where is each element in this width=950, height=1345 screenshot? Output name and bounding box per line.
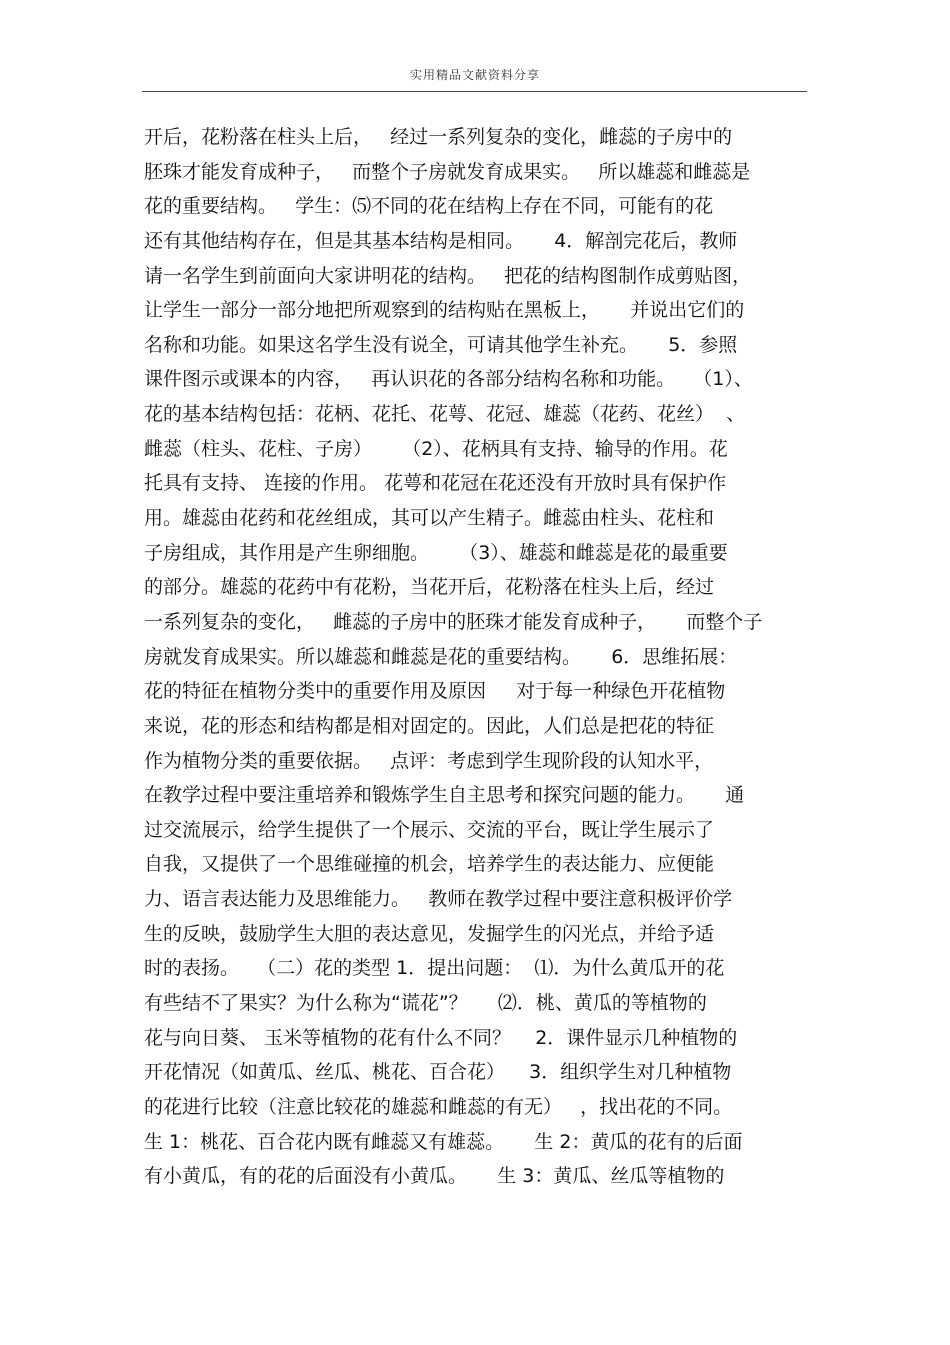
text-line: 生的反映，鼓励学生大胆的表达意见，发掘学生的闪光点，并给予适 [144, 922, 715, 945]
text-line: 房就发育成果实。所以雄蕊和雌蕊是花的重要结构。 6．思维拓展： [144, 645, 738, 668]
text-line: 一系列复杂的变化， 雌蕊的子房中的胚珠才能发育成种子， 而整个子 [144, 610, 763, 633]
page-header: 实用精品文献资料分享 [409, 68, 540, 82]
text-line: 请一名学生到前面向大家讲明花的结构。 把花的结构图制作成剪贴图， [144, 264, 752, 287]
text-line: 力、语言表达能力及思维能力。 教师在教学过程中要注意积极评价学 [144, 888, 733, 911]
text-line: 花与向日葵、 玉米等植物的花有什么不同？ 2．课件显示几种植物的 [144, 1026, 738, 1049]
text-line: 作为植物分类的重要依据。 点评：考虑到学生现阶段的认知水平， [144, 749, 714, 772]
text-line: 花的特征在植物分类中的重要作用及原因 对于每一种绿色开花植物 [144, 680, 726, 703]
text-line: 开花情况（如黄瓜、丝瓜、桃花、百合花） 3．组织学生对几种植物 [144, 1061, 732, 1084]
text-line: 开后，花粉落在柱头上后， 经过一系列复杂的变化，雌蕊的子房中的 [144, 126, 733, 148]
header-divider [142, 91, 807, 92]
text-line: 雌蕊（柱头、花柱、子房） （2）、花柄具有支持、输导的作用。花 [144, 437, 728, 460]
text-line: 还有其他结构存在，但是其基本结构是相同。 4．解剖完花后，教师 [144, 229, 738, 252]
text-line: 过交流展示，给学生提供了一个展示、交流的平台，既让学生展示了 [144, 818, 715, 841]
text-line: 生 1：桃花、百合花内既有雌蕊又有雄蕊。 生 2：黄瓜的花有的后面 [144, 1130, 743, 1153]
text-line: 托具有支持、 连接的作用。 花萼和花冠在花还没有开放时具有保护作 [144, 472, 727, 495]
text-line: 让学生一部分一部分地把所观察到的结构贴在黑板上， 并说出它们的 [144, 299, 745, 322]
text-line: 花的重要结构。 学生：⑸不同的花在结构上存在不同，可能有的花 [144, 195, 714, 218]
text-line: 胚珠才能发育成种子， 而整个子房就发育成果实。 所以雄蕊和雌蕊是 [144, 160, 751, 183]
text-line: 自我，又提供了一个思维碰撞的机会，培养学生的表达能力、应便能 [144, 853, 715, 876]
text-line: 在教学过程中要注重培养和锻炼学生自主思考和探究问题的能力。 通 [144, 784, 745, 807]
text-line: 来说，花的形态和结构都是相对固定的。因此，人们总是把花的特征 [144, 714, 715, 737]
text-line: 时的表扬。 （二）花的类型 1．提出问题： ⑴．为什么黄瓜开的花 [144, 957, 725, 980]
text-line: 花的基本结构包括：花柄、花托、花萼、花冠、雄蕊（花药、花丝） 、 [144, 403, 746, 426]
text-line: 的部分。雄蕊的花药中有花粉，当花开后，花粉落在柱头上后，经过 [144, 576, 715, 599]
text-line: 有小黄瓜，有的花的后面没有小黄瓜。 生 3：黄瓜、丝瓜等植物的 [144, 1165, 725, 1188]
text-line: 子房组成，其作用是产生卵细胞。 （3）、雄蕊和雌蕊是花的最重要 [144, 541, 728, 564]
text-line: 课件图示或课本的内容， 再认识花的各部分结构名称和功能。 （1）、 [144, 368, 753, 391]
text-line: 有些结不了果实？为什么称为“谎花”？ ⑵．桃、黄瓜的等植物的 [144, 992, 707, 1015]
text-line: 用。雄蕊由花药和花丝组成，其可以产生精子。雌蕊由柱头、花柱和 [144, 507, 715, 530]
text-line: 名称和功能。如果这名学生没有说全，可请其他学生补充。 5．参照 [144, 333, 738, 356]
text-line: 的花进行比较（注意比较花的雄蕊和雌蕊的有无） ，找出花的不同。 [144, 1095, 733, 1118]
document-body [144, 120, 809, 1194]
